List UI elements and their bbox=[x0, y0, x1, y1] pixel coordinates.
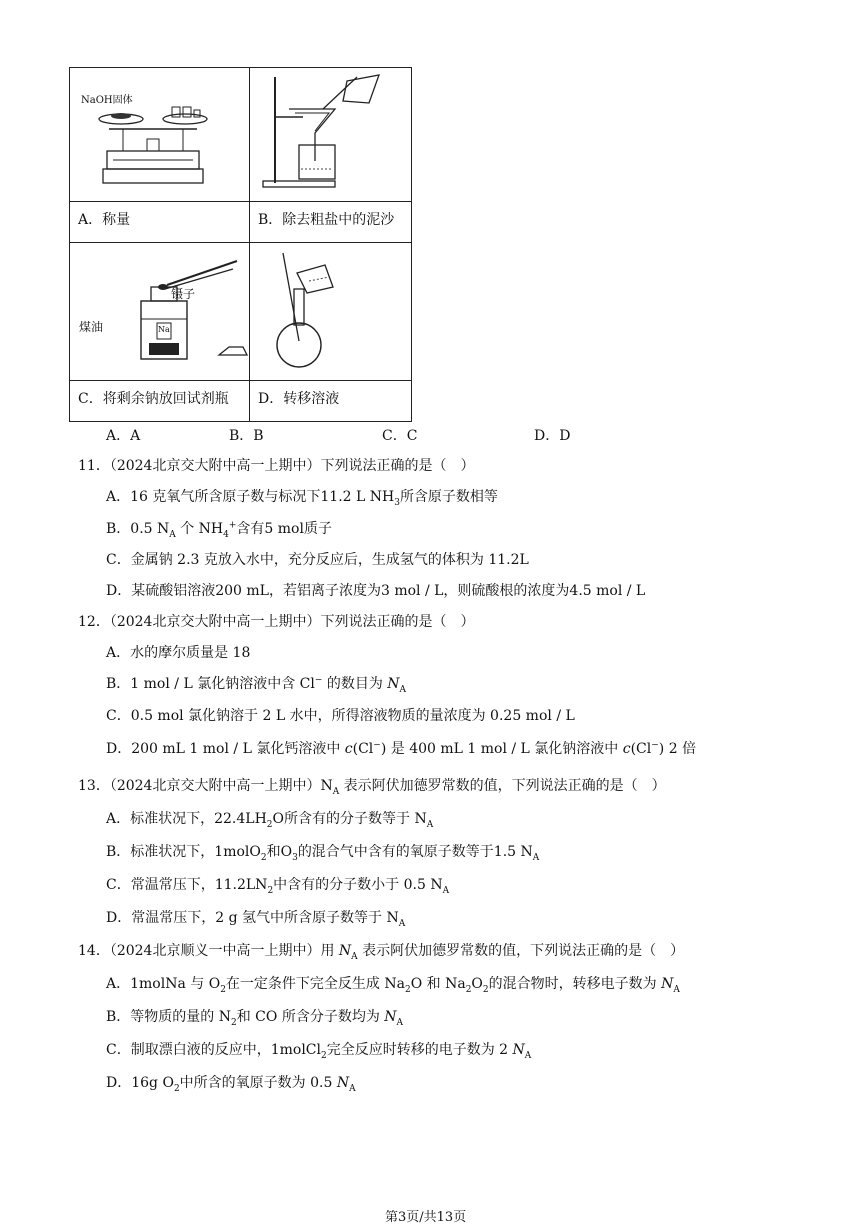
kerosene-label: 煤油 bbox=[79, 320, 104, 334]
na-label: Na bbox=[158, 325, 170, 334]
q13-option-c: C．常温常压下，$11.2LN_2$中含有的分子数小于 0.5 $N_A$ bbox=[106, 877, 450, 896]
q11-option-b: B．0.5 $N_A$ 个 $NH_4^+$含有5 mol质子 bbox=[106, 520, 332, 540]
filtration-illustration bbox=[259, 73, 409, 195]
cell-b-caption: B．除去粗盐中的泥沙 bbox=[258, 212, 395, 228]
cell-d-caption: D．转移溶液 bbox=[258, 391, 340, 407]
q14-option-d: D．16g $O_2$中所含的氧原子数为 0.5 $N_A$ bbox=[106, 1075, 356, 1094]
q12-option-a: A．水的摩尔质量是 18 bbox=[106, 645, 251, 661]
q12-option-b: B．1 mol / L 氯化钠溶液中含 Cl− 的数目为 $N_A$ bbox=[106, 675, 407, 695]
q11-option-a: A．16 克氧气所含原子数与标况下11.2 L $NH_3$所含原子数相等 bbox=[106, 489, 498, 508]
q13-option-a: A．标准状况下，$22.4LH_2O$所含有的分子数等于 $N_A$ bbox=[106, 811, 434, 830]
q11-option-d: D．某硫酸铝溶液200 mL，若铝离子浓度为3 mol / L，则硫酸根的浓度为4.5 mol / L bbox=[106, 583, 646, 599]
experiment-table bbox=[69, 67, 412, 422]
q10-option-a: A．A bbox=[106, 428, 141, 444]
q11-option-c: C．金属钠 2.3 克放入水中，充分反应后，生成氢气的体积为 11.2L bbox=[106, 552, 529, 568]
sodium-bottle-illustration bbox=[119, 257, 249, 367]
q14-option-c: C．制取漂白液的反应中，1molCl$_2$完全反应时转移的电子数为 2 $N_A$ bbox=[106, 1042, 532, 1061]
q11-stem: 11．（2024北京交大附中高一上期中）下列说法正确的是（ ） bbox=[78, 458, 475, 474]
q14-option-b: B．等物质的量的 $N_2$和 CO 所含分子数均为 $N_A$ bbox=[106, 1009, 404, 1028]
cell-c-caption: C．将剩余钠放回试剂瓶 bbox=[78, 391, 229, 407]
q13-option-b: B．标准状况下，1molO$_2$和$O_3$的混合气中含有的氧原子数等于1.5 $N_A$ bbox=[106, 844, 540, 863]
q12-option-d: D．200 mL 1 mol / L 氯化钙溶液中 c(Cl−) 是 400 mL 1 mol / L 氯化钠溶液中 c(Cl−) 2 倍 bbox=[106, 740, 697, 757]
cell-a-caption: A．称量 bbox=[78, 212, 131, 228]
q14-option-a: A．1molNa 与 $O_2$在一定条件下完全反生成 $Na_2O$ 和 $Na_2O_2$的混合物时，转移电子数为 $N_A$ bbox=[106, 976, 680, 995]
page-footer: 第3页/共13页 bbox=[385, 1210, 467, 1225]
tweezers-label: 镊子 bbox=[171, 287, 196, 301]
q10-option-c: C．C bbox=[382, 428, 418, 444]
q14-stem: 14．（2024北京顺义一中高一上期中）用 $N_A$ 表示阿伏加德罗常数的值，下列说法正确的是（ ） bbox=[78, 943, 685, 962]
q13-stem: 13．（2024北京交大附中高一上期中）$N_A$ 表示阿伏加德罗常数的值，下列说法正确的是（ ） bbox=[78, 778, 666, 797]
naoh-label: NaOH固体 bbox=[81, 95, 133, 106]
q12-option-c: C．0.5 mol 氯化钠溶于 2 L 水中，所得溶液物质的量浓度为 0.25 mol / L bbox=[106, 708, 575, 724]
volumetric-flask-illustration bbox=[259, 249, 409, 371]
q12-stem: 12．（2024北京交大附中高一上期中）下列说法正确的是（ ） bbox=[78, 614, 475, 630]
q10-option-b: B．B bbox=[229, 428, 264, 444]
q10-option-d: D．D bbox=[534, 428, 571, 444]
q13-option-d: D．常温常压下，2 g 氢气中所含原子数等于 $N_A$ bbox=[106, 910, 406, 929]
